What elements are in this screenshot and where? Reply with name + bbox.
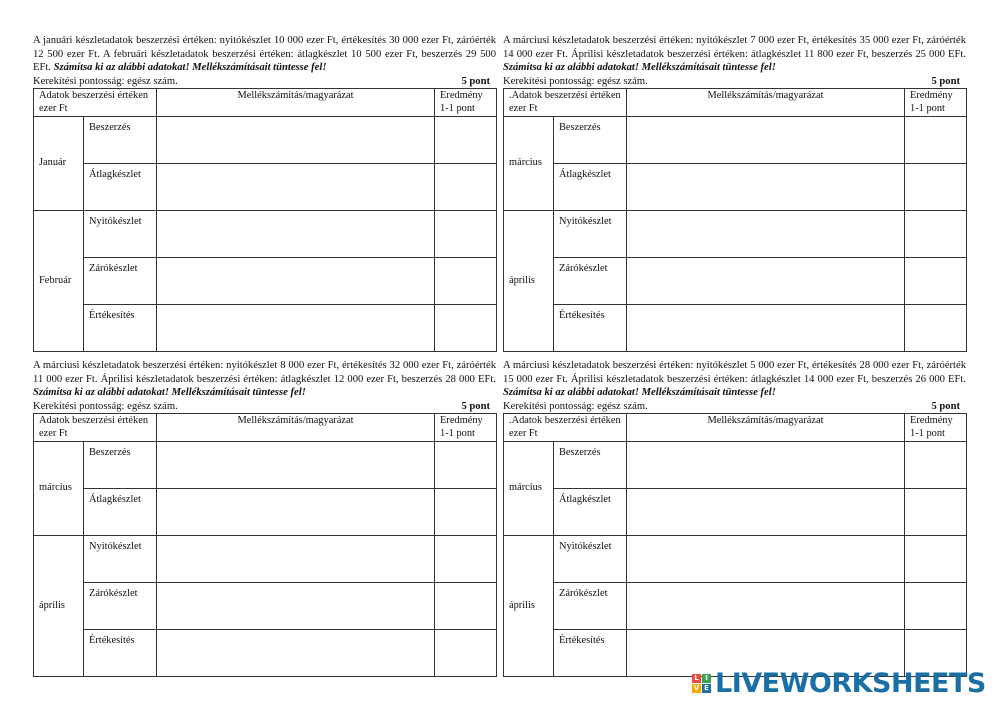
live-badge-icon	[692, 674, 711, 693]
result-cell[interactable]	[905, 536, 967, 583]
result-cell[interactable]	[435, 211, 497, 258]
task-block-1	[33, 34, 496, 352]
row-label: Zárókészlet	[554, 583, 627, 630]
result-cell[interactable]	[905, 258, 967, 305]
task-block-4	[503, 359, 966, 677]
calc-cell[interactable]	[157, 583, 435, 630]
row-label: Zárókészlet	[84, 583, 157, 630]
row-label: Értékesítés	[84, 305, 157, 352]
calc-cell[interactable]	[157, 489, 435, 536]
worksheet-table	[33, 413, 497, 677]
row-label: Értékesítés	[554, 305, 627, 352]
badge-letter: V	[693, 684, 700, 692]
task-instruction: Számítsa ki az alábbi adatokat! Mellékszámításait tüntesse fel!	[503, 62, 776, 74]
worksheet-table	[503, 88, 967, 352]
calc-cell[interactable]	[627, 442, 905, 489]
header-data: Adatok beszerzési értéken ezer Ft	[34, 89, 157, 117]
header-result: Eredmény 1-1 pont	[905, 414, 967, 442]
task-instruction: Számítsa ki az alábbi adatokat! Mellékszámításait tüntesse fel!	[53, 62, 327, 74]
task-block-2	[503, 34, 966, 352]
calc-cell[interactable]	[627, 258, 905, 305]
month-label: Február	[34, 211, 84, 352]
header-data: .Adatok beszerzési értéken ezer Ft	[504, 89, 627, 117]
header-result: Eredmény 1-1 pont	[435, 89, 497, 117]
row-label: Átlagkészlet	[554, 164, 627, 211]
result-cell[interactable]	[905, 211, 967, 258]
row-label: Beszerzés	[84, 442, 157, 489]
result-cell[interactable]	[435, 164, 497, 211]
points-label: 5 pont	[461, 401, 490, 412]
result-cell[interactable]	[905, 164, 967, 211]
calc-cell[interactable]	[627, 489, 905, 536]
row-label: Zárókészlet	[554, 258, 627, 305]
calc-cell[interactable]	[157, 305, 435, 352]
result-cell[interactable]	[435, 583, 497, 630]
header-data: .Adatok beszerzési értéken ezer Ft	[504, 414, 627, 442]
calc-cell[interactable]	[157, 536, 435, 583]
row-label: Átlagkészlet	[554, 489, 627, 536]
calc-cell[interactable]	[627, 536, 905, 583]
row-label: Nyitókészlet	[554, 211, 627, 258]
result-cell[interactable]	[435, 258, 497, 305]
month-label: április	[504, 536, 554, 677]
row-label: Értékesítés	[84, 630, 157, 677]
header-calc: Mellékszámítás/magyarázat	[627, 414, 905, 442]
result-cell[interactable]	[905, 442, 967, 489]
row-label: Nyitókészlet	[84, 536, 157, 583]
task-instruction: Számítsa ki az alábbi adatokat! Mellékszámításait tüntesse fel!	[503, 387, 776, 399]
rounding-line: Kerekítési pontosság: egész szám. 5 pont	[503, 76, 960, 87]
calc-cell[interactable]	[627, 164, 905, 211]
points-label: 5 pont	[931, 76, 960, 87]
rounding-line: Kerekítési pontosság: egész szám. 5 pont	[503, 401, 960, 412]
calc-cell[interactable]	[157, 117, 435, 164]
result-cell[interactable]	[905, 117, 967, 164]
task-instruction: Számítsa ki az alábbi adatokat! Mellékszámításait tüntesse fel!	[33, 387, 306, 399]
calc-cell[interactable]	[157, 442, 435, 489]
result-cell[interactable]	[905, 583, 967, 630]
result-cell[interactable]	[435, 630, 497, 677]
month-label: március	[504, 117, 554, 211]
points-label: 5 pont	[461, 76, 490, 87]
row-label: Nyitókészlet	[84, 211, 157, 258]
header-data: Adatok beszerzési értéken ezer Ft	[34, 414, 157, 442]
liveworksheets-logo	[692, 668, 986, 698]
header-result: Eredmény 1-1 pont	[905, 89, 967, 117]
task-intro: A márciusi készletadatok beszerzési értéken: nyitókészlet 7 000 ezer Ft, értékesítés 35 000 ezer Ft, záróérték 14 000 ezer Ft. Áprilisi készletadatok beszerzési értéken: átlagkészlet 11 800 ezer Ft, beszerzés 25 000 EFt. Számítsa ki az alábbi adatokat! Mellékszámításait tüntesse fel!	[503, 35, 966, 74]
result-cell[interactable]	[435, 442, 497, 489]
result-cell[interactable]	[435, 305, 497, 352]
row-label: Átlagkészlet	[84, 164, 157, 211]
month-label: április	[504, 211, 554, 352]
row-label: Zárókészlet	[84, 258, 157, 305]
worksheet-table	[33, 88, 497, 352]
badge-letter: L	[692, 674, 701, 683]
month-label: Január	[34, 117, 84, 211]
rounding-line: Kerekítési pontosság: egész szám. 5 pont	[33, 76, 490, 87]
calc-cell[interactable]	[627, 211, 905, 258]
rounding-line: Kerekítési pontosság: egész szám. 5 pont	[33, 401, 490, 412]
calc-cell[interactable]	[627, 583, 905, 630]
result-cell[interactable]	[435, 536, 497, 583]
task-block-3	[33, 359, 496, 677]
row-label: Értékesítés	[554, 630, 627, 677]
result-cell[interactable]	[905, 489, 967, 536]
result-cell[interactable]	[435, 117, 497, 164]
result-cell[interactable]	[905, 305, 967, 352]
task-intro: A januári készletadatok beszerzési értéken: nyitókészlet 10 000 ezer Ft, értékesítés 30 000 ezer Ft, záróérték 12 500 ezer Ft. A februári készletadatok beszerzési értéken: átlagkészlet 10 500 ezer Ft, beszerzés 29 500 EFt. Számítsa ki az alábbi adatokat! Mellékszámításait tüntesse fel!	[33, 35, 496, 74]
header-calc: Mellékszámítás/magyarázat	[157, 89, 435, 117]
points-label: 5 pont	[931, 401, 960, 412]
month-label: április	[34, 536, 84, 677]
calc-cell[interactable]	[627, 117, 905, 164]
month-label: március	[504, 442, 554, 536]
badge-letter: E	[702, 684, 711, 693]
calc-cell[interactable]	[157, 258, 435, 305]
calc-cell[interactable]	[627, 305, 905, 352]
task-intro: A márciusi készletadatok beszerzési értéken: nyitókészlet 5 000 ezer Ft, értékesítés 28 000 ezer Ft, záróérték 15 000 ezer Ft. Áprilisi készletadatok beszerzési értéken: átlagkészlet 14 000 ezer Ft, beszerzés 26 000 EFt. Számítsa ki az alábbi adatokat! Mellékszámításait tüntesse fel!	[503, 360, 966, 399]
header-calc: Mellékszámítás/magyarázat	[157, 414, 435, 442]
header-result: Eredmény 1-1 pont	[435, 414, 497, 442]
month-label: március	[34, 442, 84, 536]
row-label: Átlagkészlet	[84, 489, 157, 536]
calc-cell[interactable]	[157, 630, 435, 677]
row-label: Beszerzés	[84, 117, 157, 164]
badge-letter: I	[702, 674, 711, 683]
result-cell[interactable]	[435, 489, 497, 536]
logo-wordmark: LIVEWORKSHEETS	[715, 667, 986, 699]
calc-cell[interactable]	[157, 164, 435, 211]
row-label: Beszerzés	[554, 117, 627, 164]
calc-cell[interactable]	[157, 211, 435, 258]
row-label: Nyitókészlet	[554, 536, 627, 583]
header-calc: Mellékszámítás/magyarázat	[627, 89, 905, 117]
row-label: Beszerzés	[554, 442, 627, 489]
worksheet-table	[503, 413, 967, 677]
task-intro: A márciusi készletadatok beszerzési értéken: nyitókészlet 8 000 ezer Ft, értékesítés 32 000 ezer Ft, záróérték 11 000 ezer Ft. Áprilisi készletadatok beszerzési értéken: átlagkészlet 12 000 ezer Ft, beszerzés 28 000 EFt. Számítsa ki az alábbi adatokat! Mellékszámításait tüntesse fel!	[33, 360, 496, 399]
